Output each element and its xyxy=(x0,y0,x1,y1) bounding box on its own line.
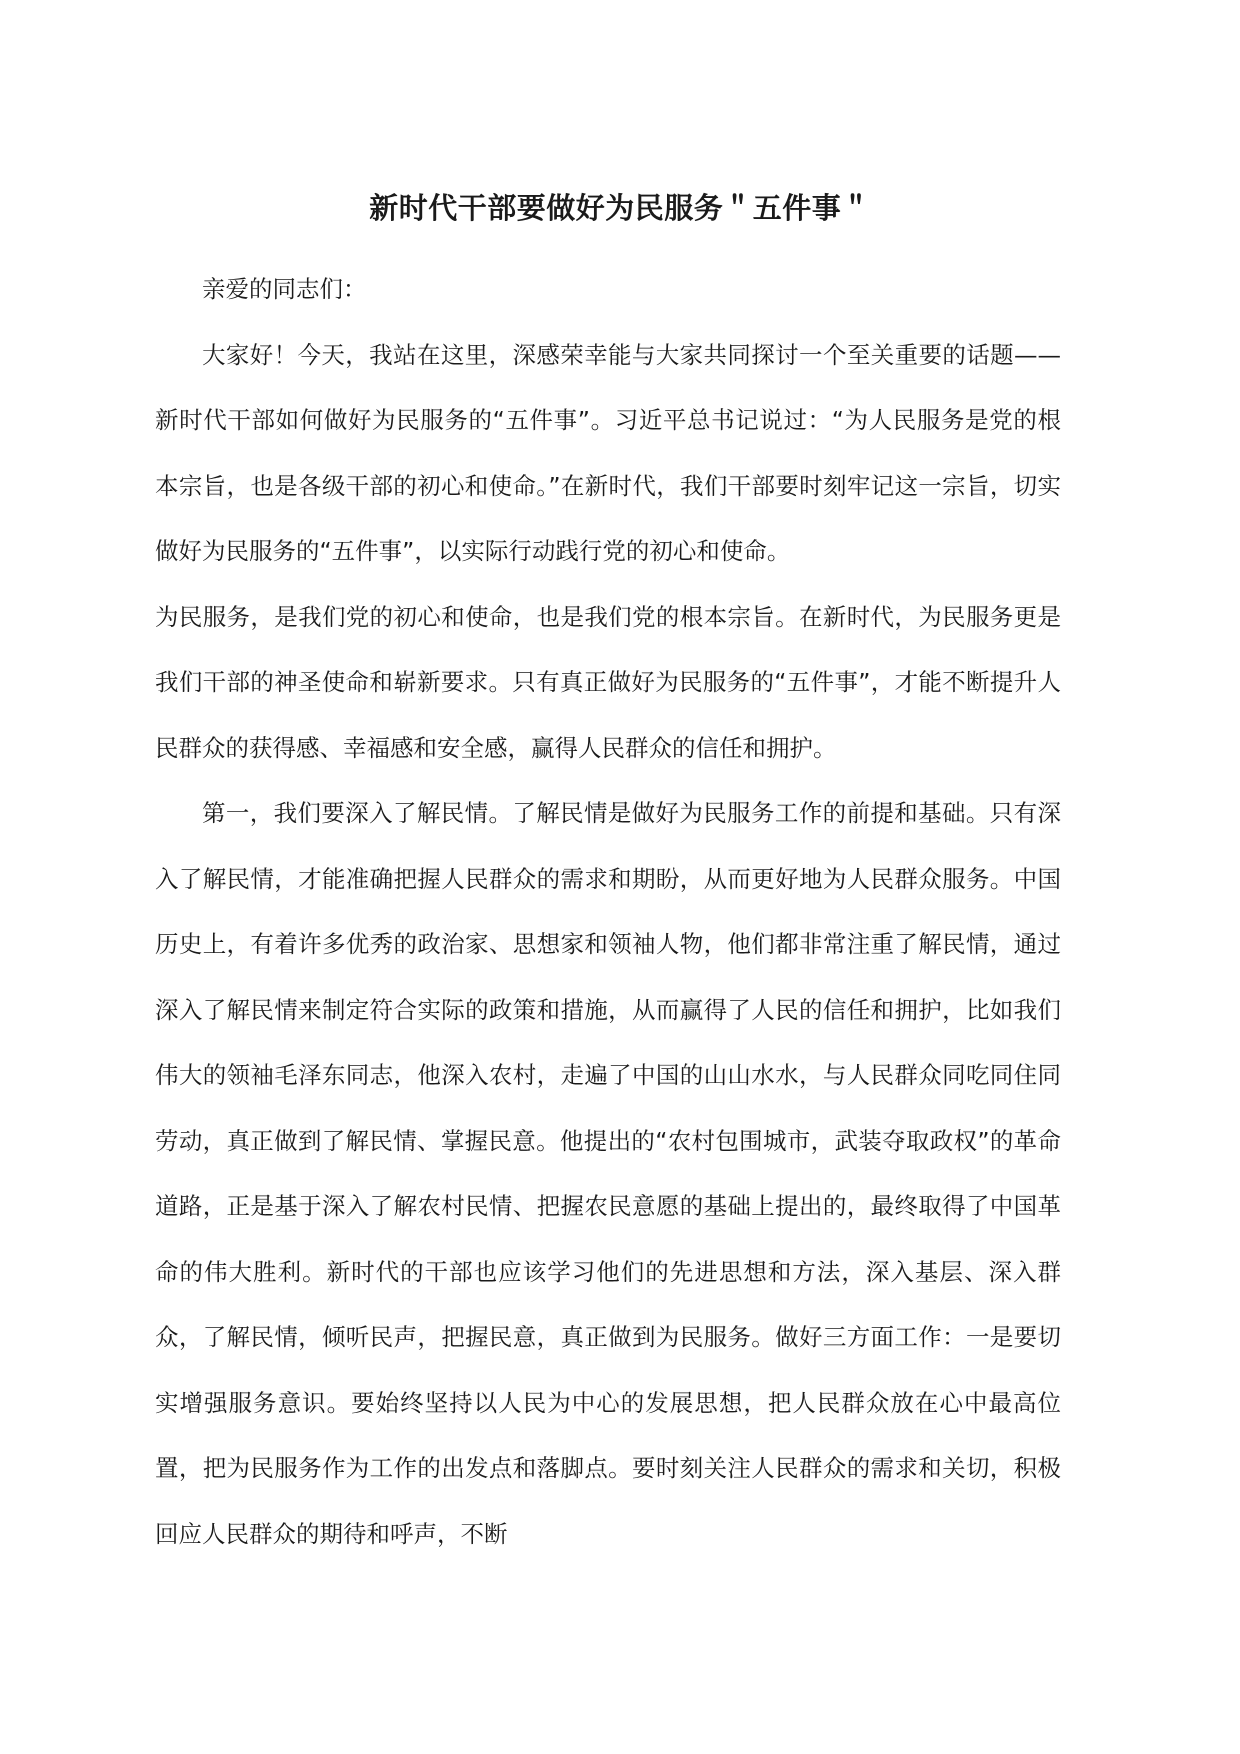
salutation: 亲爱的同志们： xyxy=(202,275,367,303)
paragraph-intro: 大家好！今天，我站在这里，深感荣幸能与大家共同探讨一个至关重要的话题——新时代干部如何做好为民服务的“五件事”。习近平总书记说过：“为人民服务是党的根本宗旨，也是各级干部的初心和使命。”在新时代，我们干部要时刻牢记这一宗旨，切实做好为民服务的“五件事”，以实际行动践行党的初心和使命。 xyxy=(155,340,1061,565)
paragraph-first-point: 第一，我们要深入了解民情。了解民情是做好为民服务工作的前提和基础。只有深入了解民情，才能准确把握人民群众的需求和期盼，从而更好地为人民群众服务。中国历史上，有着许多优秀的政治家、思想家和领袖人物，他们都非常注重了解民情，通过深入了解民情来制定符合实际的政策和措施，从而赢得了人民的信任和拥护，比如我们伟大的领袖毛泽东同志，他深入农村，走遍了中国的山山水水，与人民群众同吃同住同劳动，真正做到了解民情、掌握民意。他提出的“农村包围城市，武装夺取政权”的革命道路，正是基于深入了解农村民情、把握农民意愿的基础上提出的，最终取得了中国革命的伟大胜利。新时代的干部也应该学习他们的先进思想和方法，深入基层、深入群众，了解民情，倾听民声，把握民意，真正做到为民服务。做好三方面工作：一是要切实增强服务意识。要始终坚持以人民为中心的发展思想，把人民群众放在心中最高位置，把为民服务作为工作的出发点和落脚点。要时刻关注人民群众的需求和关切，积极回应人民群众的期待和呼声，不断 xyxy=(155,799,1061,1548)
paragraph-purpose: 为民服务，是我们党的初心和使命，也是我们党的根本宗旨。在新时代，为民服务更是我们干部的神圣使命和崭新要求。只有真正做好为民服务的“五件事”，才能不断提升人民群众的获得感、幸福感和安全感，赢得人民群众的信任和拥护。 xyxy=(155,602,1061,762)
document-title: 新时代干部要做好为民服务＂五件事＂ xyxy=(369,191,871,225)
document-body xyxy=(155,257,1061,1567)
